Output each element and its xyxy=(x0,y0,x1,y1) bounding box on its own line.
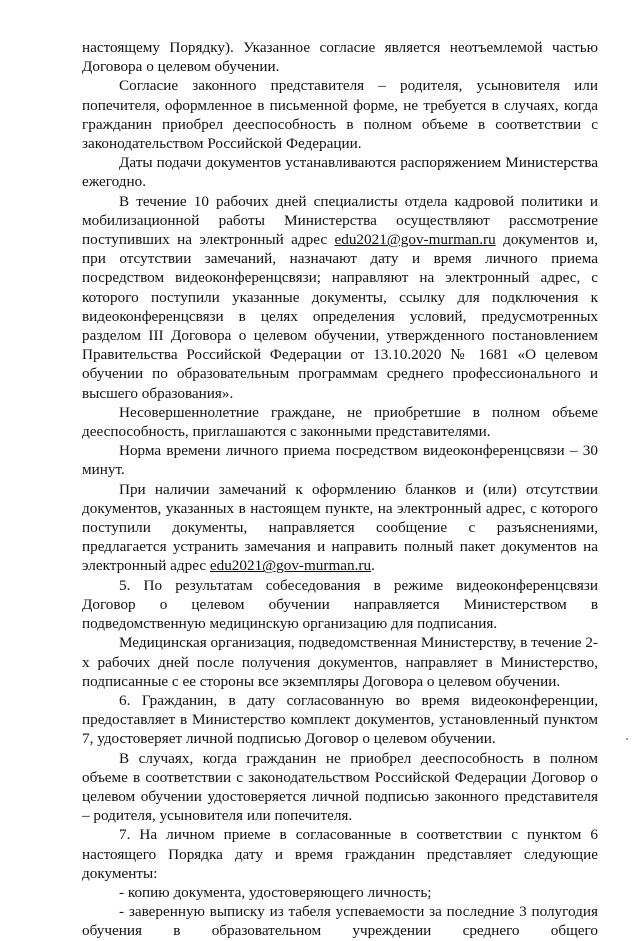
paragraph-text: Медицинская организация, подведомственная Министерству, в течение 2-х рабочих дней после получения документов, направляет в Министерство, подписанные с ее стороны все экземпляры Договора о целевом обучении. xyxy=(82,634,598,690)
paragraph-text: Несовершеннолетние граждане, не приобретшие в полном объеме дееспособность, приглашаются с законными представителями. xyxy=(82,403,598,441)
paragraph-text: настоящему Порядку). Указанное согласие является неотъемлемой частью Договора о целевом обучении. xyxy=(82,39,598,76)
paragraph-p13 xyxy=(82,883,598,902)
email-link[interactable]: edu2021@gov-murman.ru xyxy=(209,557,372,575)
paragraph-text: - заверенную выписку из табеля успеваемости за последние 3 полугодия обучения в образовательном учреждении среднего общего xyxy=(82,903,598,940)
paragraph-p4 xyxy=(82,192,598,403)
paragraph-text: При наличии замечаний к оформлению бланков и (или) отсутствии документов, указанных в настоящем пункте, на электронный адрес, с которого поступили документы, направляется сообщение с разъяснениями, предлагается устранить замечания и направить полный пакет документов на электронный адрес xyxy=(82,480,598,575)
paragraph-p6 xyxy=(82,441,598,479)
paragraph-p11 xyxy=(82,749,598,826)
paragraph-p9 xyxy=(82,633,598,691)
paragraph-p3 xyxy=(82,153,598,191)
paragraph-text: . xyxy=(371,557,375,575)
paragraph-p7 xyxy=(82,480,598,576)
paragraph-text: 5. По результатам собеседования в режиме видеоконференцсвязи Договор о целевом обучении направляется Министерством в подведомственную медицинскую организацию для подписания. xyxy=(82,576,598,633)
email-link[interactable]: edu2021@gov-murman.ru xyxy=(334,231,496,249)
paragraph-text: Норма времени личного приема посредством видеоконференцсвязи – 30 минут. xyxy=(82,442,598,479)
paragraph-text: документов и, при отсутствии замечаний, назначают дату и время личного приема посредством видеоконференцсвязи; направляют на электронный адрес, с которого поступили указанные документы, ссылку для подключения к видеоконференцсвязи в целях определения условий, предусмотренных разделом III Договора о целевом обучении, утвержденного постановлением Правительства Российской Федерации от 13.10.2020 № 1681 «О целевом обучении по образовательным программам среднего профессионального и высшего образования». xyxy=(82,231,598,402)
paragraph-text: В случаях, когда гражданин не приобрел дееспособность в полном объеме в соответствии с законодательством Российской Федерации Договор о целевом обучении удостоверяется личной подписью законного представителя – родителя, усыновителя или попечителя. xyxy=(82,749,598,825)
scan-dot xyxy=(626,738,628,740)
paragraph-text: 7. На личном приеме в согласованные в соответствии с пунктом 6 настоящего Порядка дату и время гражданин представляет следующие документы: xyxy=(82,826,598,882)
document-body xyxy=(82,38,598,941)
paragraph-text: - копию документа, удостоверяющего личность; xyxy=(119,883,432,901)
paragraph-p12 xyxy=(82,825,598,883)
paragraph-p1 xyxy=(82,38,598,76)
paragraph-text: Согласие законного представителя – родителя, усыновителя или попечителя, оформленное в письменной форме, не требуется в случаях, когда гражданин приобрел дееспособность в полном объеме в соответствии с законодательством Российской Федерации. xyxy=(82,77,598,153)
paragraph-p8 xyxy=(82,576,598,634)
paragraph-text: В течение 10 рабочих дней специалисты отдела кадровой политики и мобилизационной работы Министерства осуществляют рассмотрение поступивших на электронный адрес xyxy=(82,192,598,249)
paragraph-text: Даты подачи документов устанавливаются распоряжением Министерства ежегодно. xyxy=(82,154,598,191)
paragraph-p2 xyxy=(82,76,598,153)
paragraph-text: 6. Гражданин, в дату согласованную во время видеоконференции, предоставляет в Министерство комплект документов, установленный пунктом 7, удостоверяет личной подписью Договор о целевом обучении. xyxy=(82,691,598,748)
paragraph-p14 xyxy=(82,902,598,940)
paragraph-p10 xyxy=(82,691,598,749)
paragraph-p5 xyxy=(82,403,598,441)
